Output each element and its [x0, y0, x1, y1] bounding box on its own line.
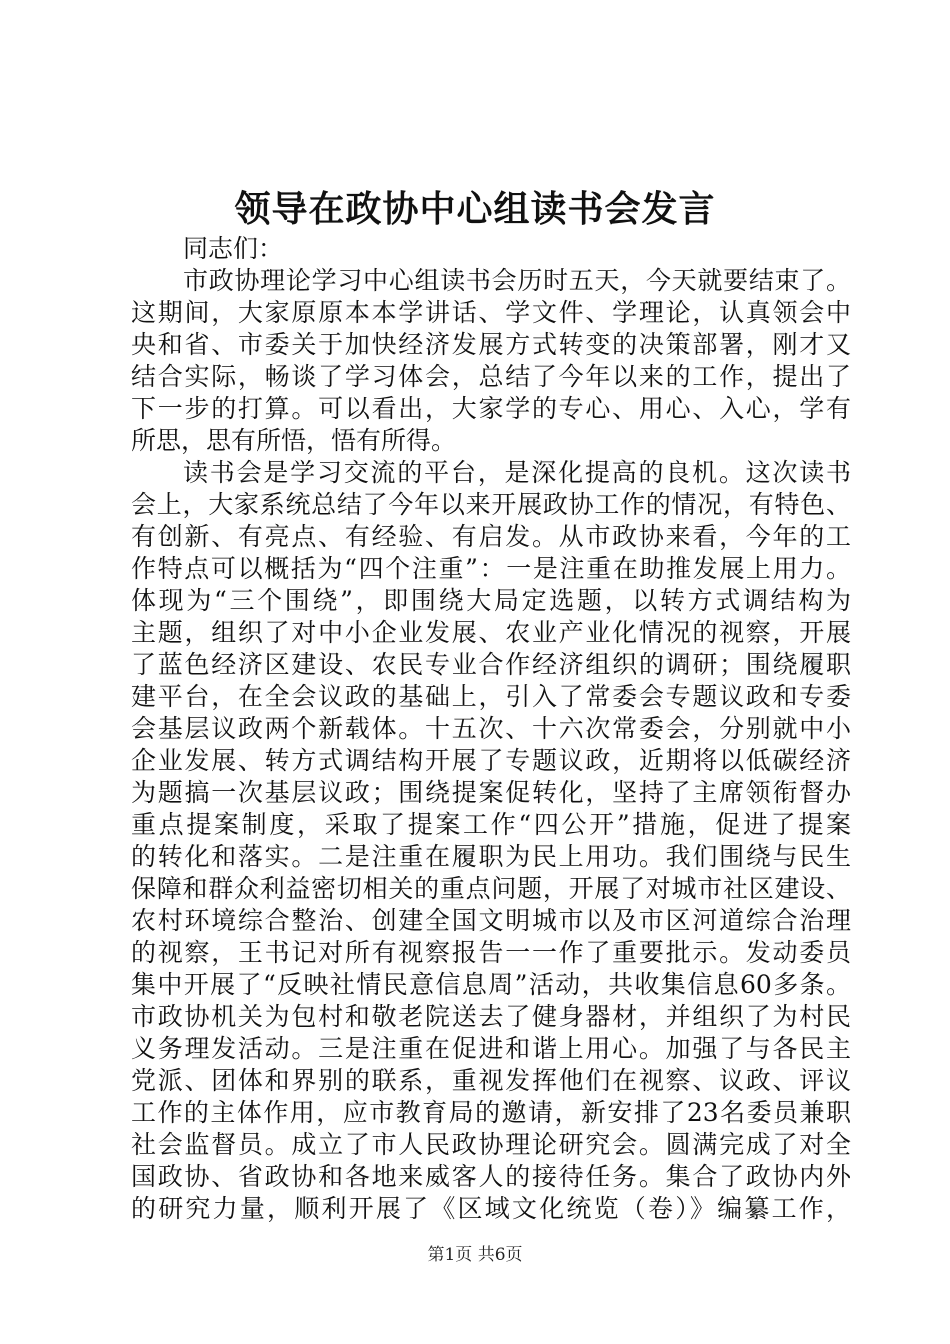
text-line: 国政协、省政协和各地来威客人的接待任务。集合了政协内外: [131, 1162, 851, 1191]
text-line: 保障和群众利益密切相关的重点问题，开展了对城市社区建设、: [131, 874, 851, 903]
text-line: 央和省、市委关于加快经济发展方式转变的决策部署，刚才又: [131, 330, 851, 359]
text-line: 农村环境综合整治、创建全国文明城市以及市区河道综合治理: [131, 906, 851, 935]
text-line: 企业发展、转方式调结构开展了专题议政，近期将以低碳经济: [131, 746, 851, 775]
paragraph: [131, 457, 851, 1225]
text-line: 会基层议政两个新载体。十五次、十六次常委会，分别就中小: [131, 714, 851, 743]
text-line: 建平台，在全会议政的基础上，引入了常委会专题议政和专委: [131, 682, 851, 711]
page-indicator: 第1页 共6页: [427, 1245, 523, 1265]
text-line: 工作的主体作用，应市教育局的邀请，新安排了23名委员兼职: [131, 1098, 851, 1127]
text-line: 有创新、有亮点、有经验、有启发。从市政协来看，今年的工: [131, 522, 851, 551]
text-line: 的研究力量，顺利开展了《区域文化统览（卷）》编纂工作，: [131, 1194, 851, 1223]
text-line: 作特点可以概括为“四个注重”：一是注重在助推发展上用力。: [131, 554, 851, 583]
text-line: 的转化和落实。二是注重在履职为民上用功。我们围绕与民生: [131, 842, 851, 871]
text-line: 下一步的打算。可以看出，大家学的专心、用心、入心，学有: [131, 394, 851, 423]
text-line: 市政协理论学习中心组读书会历时五天，今天就要结束了。: [183, 266, 851, 295]
text-line: 的视察，王书记对所有视察报告一一作了重要批示。发动委员: [131, 938, 851, 967]
text-line: 主题，组织了对中小企业发展、农业产业化情况的视察，开展: [131, 618, 851, 647]
text-line: 所思，思有所悟，悟有所得。: [131, 426, 457, 455]
document-body: [131, 233, 851, 1225]
document-title: 领导在政协中心组读书会发言: [234, 188, 716, 230]
text-line: 这期间，大家原原本本学讲话、学文件、学理论，认真领会中: [131, 298, 851, 327]
paragraph-list: [131, 265, 851, 1225]
text-line: 重点提案制度，采取了提案工作“四公开”措施，促进了提案: [131, 810, 851, 839]
text-line: 了蓝色经济区建设、农民专业合作经济组织的调研；围绕履职: [131, 650, 851, 679]
text-line: 体现为“三个围绕”，即围绕大局定选题，以转方式调结构为: [131, 586, 851, 615]
salutation: 同志们：: [183, 234, 284, 263]
text-line: 义务理发活动。三是注重在促进和谐上用心。加强了与各民主: [131, 1034, 851, 1063]
text-line: 集中开展了“反映社情民意信息周”活动，共收集信息60多条。: [131, 970, 851, 999]
text-line: 社会监督员。成立了市人民政协理论研究会。圆满完成了对全: [131, 1130, 851, 1159]
text-line: 市政协机关为包村和敬老院送去了健身器材，并组织了为村民: [131, 1002, 851, 1031]
text-line: 为题搞一次基层议政；围绕提案促转化，坚持了主席领衔督办: [131, 778, 851, 807]
text-line: 读书会是学习交流的平台，是深化提高的良机。这次读书: [183, 458, 851, 487]
paragraph: [131, 265, 851, 457]
text-line: 结合实际，畅谈了学习体会，总结了今年以来的工作，提出了: [131, 362, 851, 391]
text-line: 会上，大家系统总结了今年以来开展政协工作的情况，有特色、: [131, 490, 851, 519]
text-line: 党派、团体和界别的联系，重视发挥他们在视察、议政、评议: [131, 1066, 851, 1095]
